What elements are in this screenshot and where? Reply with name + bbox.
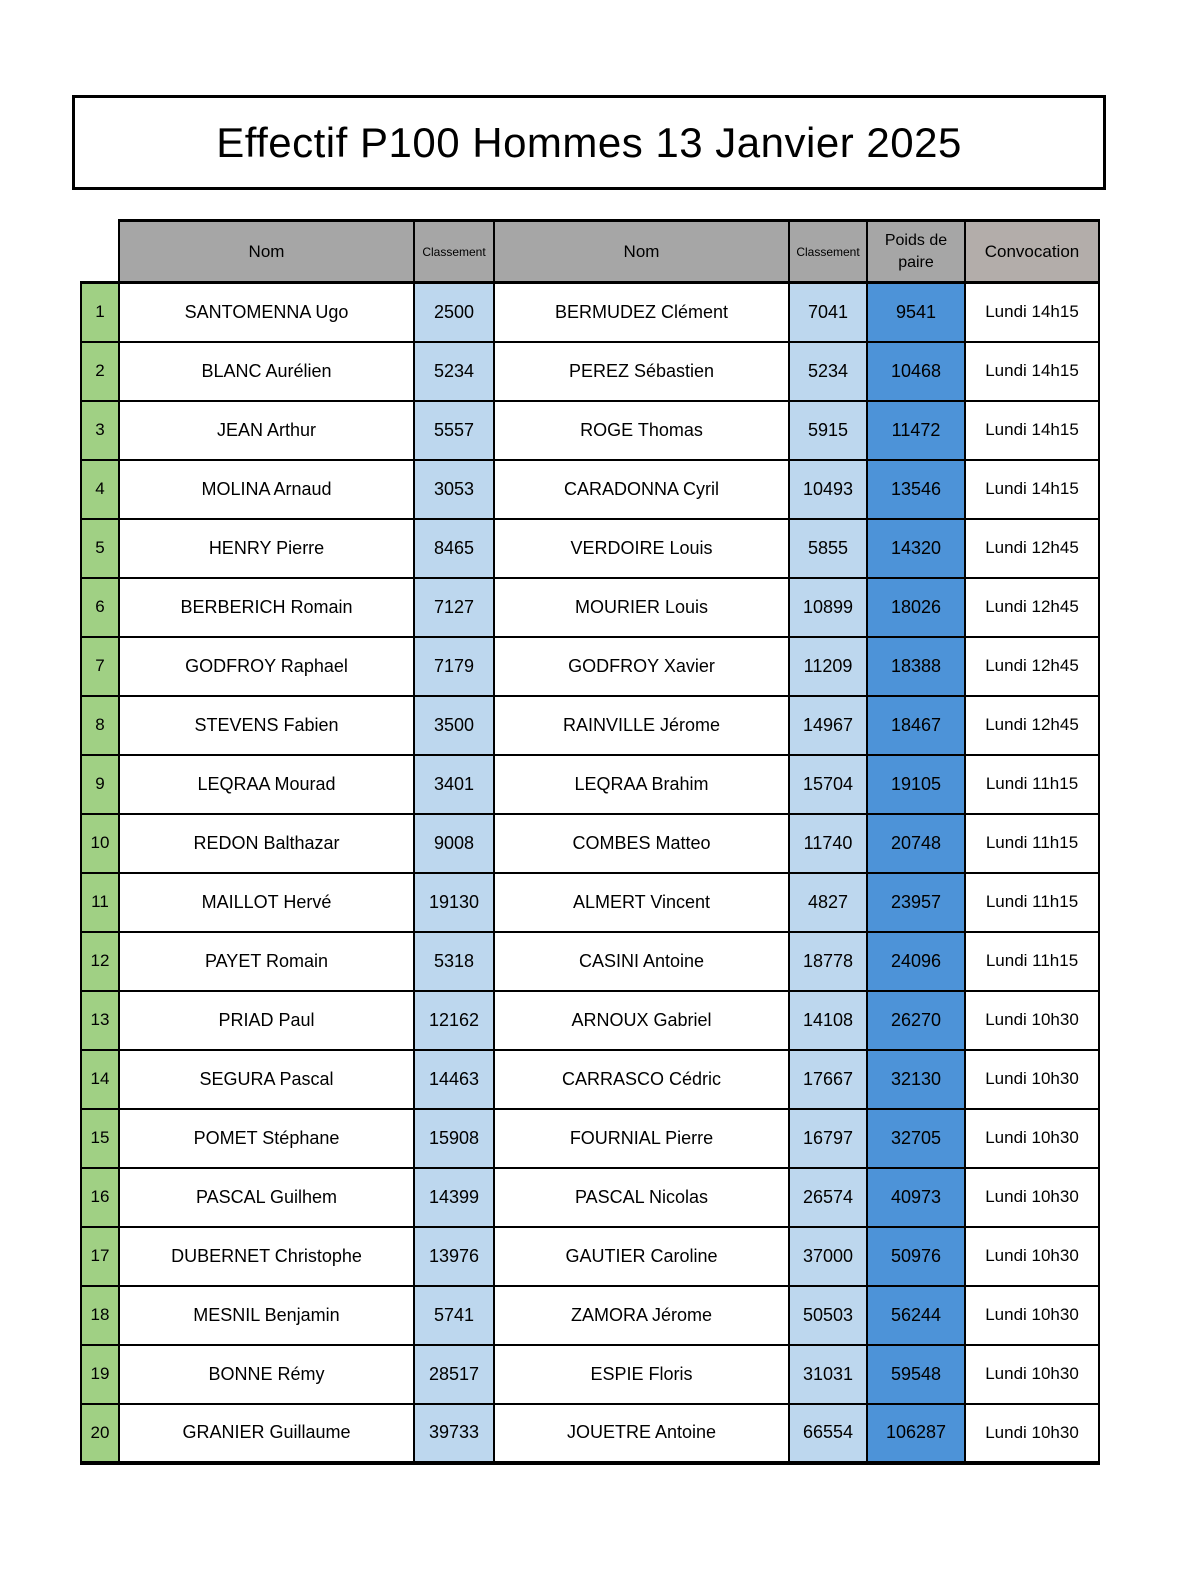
player2-rank-cell: 5234 <box>789 342 867 401</box>
row-number-cell: 15 <box>81 1109 119 1168</box>
table-row <box>81 1345 1099 1404</box>
row-number-cell: 6 <box>81 578 119 637</box>
table-row <box>81 283 1099 342</box>
pair-weight-cell: 50976 <box>867 1227 965 1286</box>
player2-name-cell: VERDOIRE Louis <box>494 519 789 578</box>
player2-name-cell: CASINI Antoine <box>494 932 789 991</box>
row-number-cell: 17 <box>81 1227 119 1286</box>
player1-name-cell: HENRY Pierre <box>119 519 414 578</box>
table-row <box>81 814 1099 873</box>
row-number-cell: 2 <box>81 342 119 401</box>
table-row <box>81 1227 1099 1286</box>
player1-rank-cell: 5318 <box>414 932 494 991</box>
header-convocation: Convocation <box>965 221 1099 283</box>
player1-name-cell: BLANC Aurélien <box>119 342 414 401</box>
row-number-cell: 3 <box>81 401 119 460</box>
player2-rank-cell: 10493 <box>789 460 867 519</box>
convocation-cell: Lundi 12h45 <box>965 578 1099 637</box>
player2-name-cell: CARADONNA Cyril <box>494 460 789 519</box>
player1-rank-cell: 8465 <box>414 519 494 578</box>
table-row <box>81 873 1099 932</box>
table-body <box>81 283 1099 1463</box>
player1-rank-cell: 14399 <box>414 1168 494 1227</box>
convocation-cell: Lundi 10h30 <box>965 1109 1099 1168</box>
player1-rank-cell: 9008 <box>414 814 494 873</box>
player2-rank-cell: 26574 <box>789 1168 867 1227</box>
row-number-cell: 18 <box>81 1286 119 1345</box>
pair-weight-cell: 59548 <box>867 1345 965 1404</box>
convocation-cell: Lundi 10h30 <box>965 1404 1099 1463</box>
player1-name-cell: BONNE Rémy <box>119 1345 414 1404</box>
player2-rank-cell: 11740 <box>789 814 867 873</box>
convocation-cell: Lundi 11h15 <box>965 932 1099 991</box>
player1-rank-cell: 5234 <box>414 342 494 401</box>
player2-rank-cell: 5855 <box>789 519 867 578</box>
player2-rank-cell: 14108 <box>789 991 867 1050</box>
player1-rank-cell: 5741 <box>414 1286 494 1345</box>
table-row <box>81 755 1099 814</box>
row-number-cell: 16 <box>81 1168 119 1227</box>
player1-name-cell: REDON Balthazar <box>119 814 414 873</box>
header-poids-de-paire: Poids de paire <box>867 221 965 283</box>
corner-blank-cell <box>81 221 119 283</box>
pair-weight-cell: 32705 <box>867 1109 965 1168</box>
convocation-cell: Lundi 11h15 <box>965 755 1099 814</box>
player1-name-cell: STEVENS Fabien <box>119 696 414 755</box>
player1-name-cell: SANTOMENNA Ugo <box>119 283 414 342</box>
convocation-cell: Lundi 14h15 <box>965 460 1099 519</box>
player2-name-cell: PASCAL Nicolas <box>494 1168 789 1227</box>
header-classement-2: Classement <box>789 221 867 283</box>
player2-rank-cell: 18778 <box>789 932 867 991</box>
pair-weight-cell: 56244 <box>867 1286 965 1345</box>
player1-name-cell: DUBERNET Christophe <box>119 1227 414 1286</box>
player2-rank-cell: 10899 <box>789 578 867 637</box>
player1-name-cell: MOLINA Arnaud <box>119 460 414 519</box>
player1-rank-cell: 39733 <box>414 1404 494 1463</box>
player1-name-cell: JEAN Arthur <box>119 401 414 460</box>
player1-name-cell: LEQRAA Mourad <box>119 755 414 814</box>
player2-rank-cell: 11209 <box>789 637 867 696</box>
pair-weight-cell: 18467 <box>867 696 965 755</box>
table-row <box>81 1168 1099 1227</box>
pair-weight-cell: 9541 <box>867 283 965 342</box>
convocation-cell: Lundi 14h15 <box>965 401 1099 460</box>
table-row <box>81 519 1099 578</box>
table-row <box>81 637 1099 696</box>
player2-rank-cell: 37000 <box>789 1227 867 1286</box>
player2-name-cell: ESPIE Floris <box>494 1345 789 1404</box>
player2-name-cell: MOURIER Louis <box>494 578 789 637</box>
pair-weight-cell: 20748 <box>867 814 965 873</box>
player1-rank-cell: 3053 <box>414 460 494 519</box>
convocation-cell: Lundi 14h15 <box>965 283 1099 342</box>
convocation-cell: Lundi 12h45 <box>965 696 1099 755</box>
row-number-cell: 7 <box>81 637 119 696</box>
player2-name-cell: GAUTIER Caroline <box>494 1227 789 1286</box>
title-box <box>72 95 1106 190</box>
player2-rank-cell: 7041 <box>789 283 867 342</box>
player1-name-cell: GODFROY Raphael <box>119 637 414 696</box>
player1-rank-cell: 7127 <box>414 578 494 637</box>
player2-name-cell: RAINVILLE Jérome <box>494 696 789 755</box>
player2-rank-cell: 66554 <box>789 1404 867 1463</box>
player2-name-cell: PEREZ Sébastien <box>494 342 789 401</box>
row-number-cell: 9 <box>81 755 119 814</box>
row-number-cell: 13 <box>81 991 119 1050</box>
row-number-cell: 4 <box>81 460 119 519</box>
player1-name-cell: MESNIL Benjamin <box>119 1286 414 1345</box>
player1-rank-cell: 7179 <box>414 637 494 696</box>
row-number-cell: 12 <box>81 932 119 991</box>
table-row <box>81 342 1099 401</box>
row-number-cell: 8 <box>81 696 119 755</box>
convocation-cell: Lundi 11h15 <box>965 814 1099 873</box>
player2-name-cell: BERMUDEZ Clément <box>494 283 789 342</box>
player2-name-cell: COMBES Matteo <box>494 814 789 873</box>
pair-weight-cell: 10468 <box>867 342 965 401</box>
page-title: Effectif P100 Hommes 13 Janvier 2025 <box>216 118 962 166</box>
convocation-cell: Lundi 12h45 <box>965 637 1099 696</box>
player2-rank-cell: 15704 <box>789 755 867 814</box>
header-nom-1: Nom <box>119 221 414 283</box>
player2-name-cell: ALMERT Vincent <box>494 873 789 932</box>
table-row <box>81 1109 1099 1168</box>
player1-name-cell: MAILLOT Hervé <box>119 873 414 932</box>
player1-rank-cell: 12162 <box>414 991 494 1050</box>
table-row <box>81 578 1099 637</box>
player1-rank-cell: 13976 <box>414 1227 494 1286</box>
player1-rank-cell: 15908 <box>414 1109 494 1168</box>
player2-rank-cell: 5915 <box>789 401 867 460</box>
roster-table <box>80 219 1100 1465</box>
player2-name-cell: JOUETRE Antoine <box>494 1404 789 1463</box>
player1-rank-cell: 19130 <box>414 873 494 932</box>
pair-weight-cell: 14320 <box>867 519 965 578</box>
pair-weight-cell: 26270 <box>867 991 965 1050</box>
player2-name-cell: FOURNIAL Pierre <box>494 1109 789 1168</box>
convocation-cell: Lundi 10h30 <box>965 1227 1099 1286</box>
player1-rank-cell: 14463 <box>414 1050 494 1109</box>
row-number-cell: 19 <box>81 1345 119 1404</box>
player1-name-cell: PRIAD Paul <box>119 991 414 1050</box>
player1-name-cell: POMET Stéphane <box>119 1109 414 1168</box>
convocation-cell: Lundi 11h15 <box>965 873 1099 932</box>
row-number-cell: 20 <box>81 1404 119 1463</box>
header-classement-1: Classement <box>414 221 494 283</box>
row-number-cell: 14 <box>81 1050 119 1109</box>
pair-weight-cell: 13546 <box>867 460 965 519</box>
pair-weight-cell: 18388 <box>867 637 965 696</box>
convocation-cell: Lundi 10h30 <box>965 1286 1099 1345</box>
player1-rank-cell: 3500 <box>414 696 494 755</box>
pair-weight-cell: 40973 <box>867 1168 965 1227</box>
player2-rank-cell: 4827 <box>789 873 867 932</box>
player2-name-cell: ARNOUX Gabriel <box>494 991 789 1050</box>
player2-rank-cell: 17667 <box>789 1050 867 1109</box>
convocation-cell: Lundi 12h45 <box>965 519 1099 578</box>
row-number-cell: 11 <box>81 873 119 932</box>
player2-rank-cell: 16797 <box>789 1109 867 1168</box>
player2-name-cell: ROGE Thomas <box>494 401 789 460</box>
player1-name-cell: PASCAL Guilhem <box>119 1168 414 1227</box>
player1-name-cell: SEGURA Pascal <box>119 1050 414 1109</box>
table-row <box>81 460 1099 519</box>
player2-name-cell: GODFROY Xavier <box>494 637 789 696</box>
player1-name-cell: GRANIER Guillaume <box>119 1404 414 1463</box>
table-row <box>81 991 1099 1050</box>
pair-weight-cell: 106287 <box>867 1404 965 1463</box>
convocation-cell: Lundi 14h15 <box>965 342 1099 401</box>
player2-rank-cell: 14967 <box>789 696 867 755</box>
convocation-cell: Lundi 10h30 <box>965 1050 1099 1109</box>
player2-rank-cell: 31031 <box>789 1345 867 1404</box>
pair-weight-cell: 11472 <box>867 401 965 460</box>
header-nom-2: Nom <box>494 221 789 283</box>
player1-rank-cell: 28517 <box>414 1345 494 1404</box>
player1-rank-cell: 3401 <box>414 755 494 814</box>
table-header-row <box>81 221 1099 283</box>
player2-rank-cell: 50503 <box>789 1286 867 1345</box>
player2-name-cell: LEQRAA Brahim <box>494 755 789 814</box>
player2-name-cell: ZAMORA Jérome <box>494 1286 789 1345</box>
convocation-cell: Lundi 10h30 <box>965 991 1099 1050</box>
row-number-cell: 1 <box>81 283 119 342</box>
player1-name-cell: PAYET Romain <box>119 932 414 991</box>
pair-weight-cell: 18026 <box>867 578 965 637</box>
pair-weight-cell: 32130 <box>867 1050 965 1109</box>
player2-name-cell: CARRASCO Cédric <box>494 1050 789 1109</box>
pair-weight-cell: 19105 <box>867 755 965 814</box>
table-row <box>81 696 1099 755</box>
table-row <box>81 1286 1099 1345</box>
player1-name-cell: BERBERICH Romain <box>119 578 414 637</box>
pair-weight-cell: 23957 <box>867 873 965 932</box>
convocation-cell: Lundi 10h30 <box>965 1168 1099 1227</box>
row-number-cell: 5 <box>81 519 119 578</box>
pair-weight-cell: 24096 <box>867 932 965 991</box>
table-row <box>81 1050 1099 1109</box>
table-row <box>81 1404 1099 1463</box>
table-row <box>81 401 1099 460</box>
player1-rank-cell: 2500 <box>414 283 494 342</box>
table-row <box>81 932 1099 991</box>
convocation-cell: Lundi 10h30 <box>965 1345 1099 1404</box>
player1-rank-cell: 5557 <box>414 401 494 460</box>
row-number-cell: 10 <box>81 814 119 873</box>
